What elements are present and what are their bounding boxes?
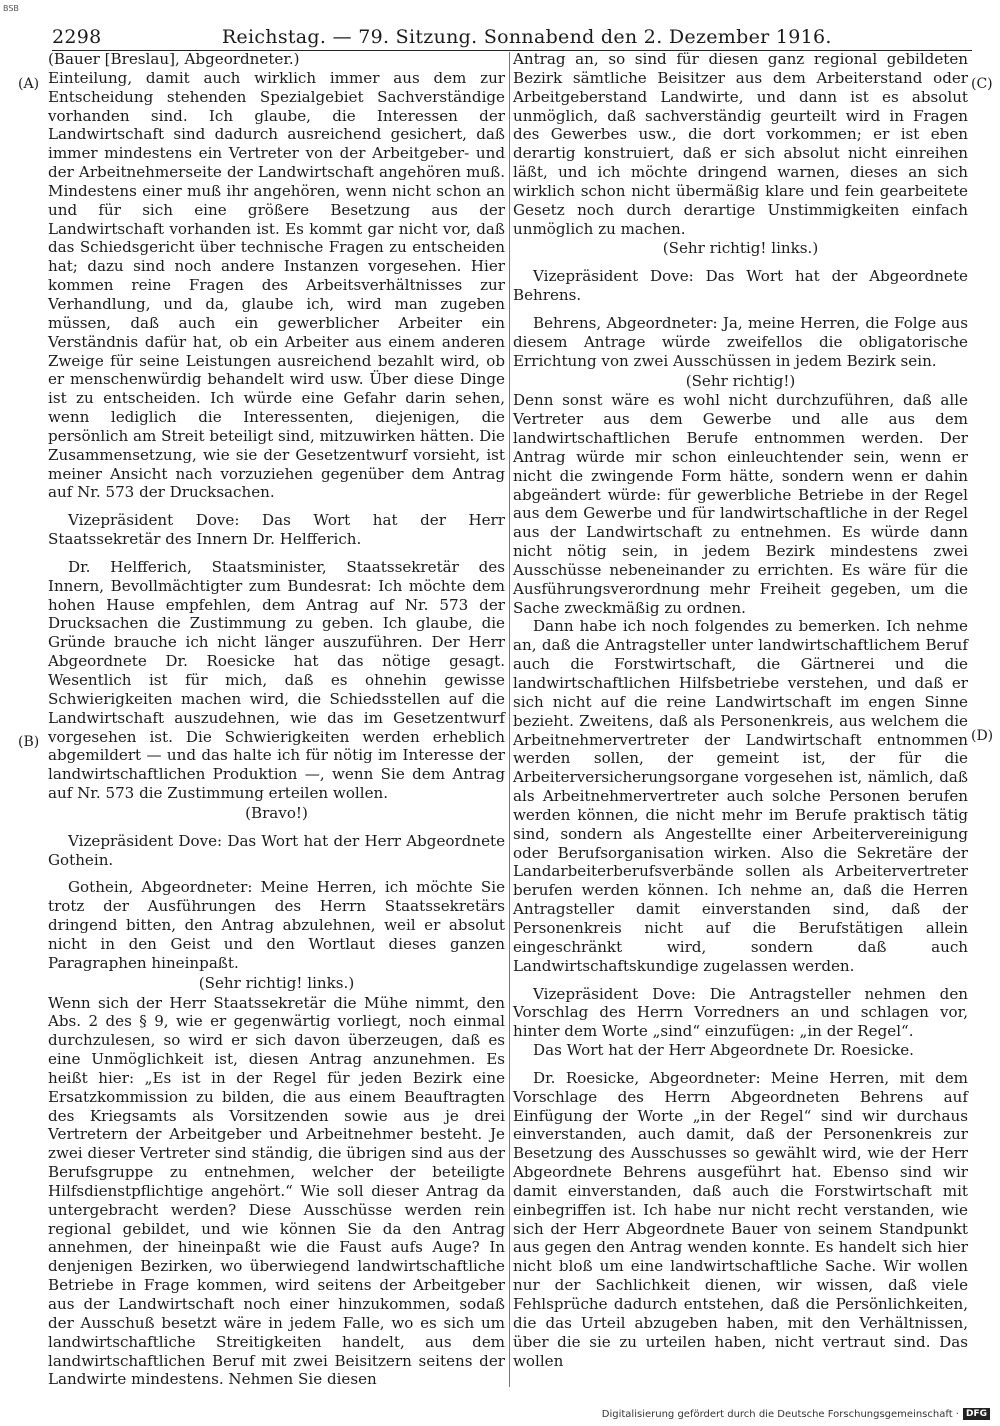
digitization-footer <box>602 1408 990 1420</box>
margin-mark-b: (B) <box>18 734 40 750</box>
gothein-speech-cont: Antrag an, so sind für diesen ganz regional gebildeten Bezirk sämtliche Beisitzer aus dem Arbeiterstand oder Arbeitgeberstand Landwirte, und dann ist es absolut unmöglich, daß sachverständig geurteilt wird in Fragen des Gewerbes usw., die dort vorkommen; er ist eben derartig konstruiert, daß er sich absolut nicht einreihen läßt, und ich möchte dringend warnen, dieses an sich wirklich schon nicht übermäßig klare und fein gearbeitete Gesetz noch durch derartige Unstimmigkeiten einfach unmöglich zu machen. <box>513 50 968 238</box>
column-divider <box>509 52 510 1387</box>
left-column <box>48 50 505 1389</box>
vizepraesident-dove-4b: Das Wort hat der Herr Abgeordnete Dr. Roesicke. <box>533 1041 914 1060</box>
interjection-sehr-richtig-links-2: (Sehr richtig! links.) <box>662 239 819 258</box>
behrens-speech: Behrens, Abgeordneter: Ja, meine Herren, die Folge aus diesem Antrage würde zweifellos die obligatorische Errichtung von zwei Ausschüssen in jedem Bezirk sein. <box>513 313 968 370</box>
page-header <box>52 20 972 51</box>
behrens-speech-2: Denn sonst wäre es wohl nicht durchzuführen, daß alle Vertreter aus dem Gewerbe und alle aus dem landwirtschaftlichen Berufe entnommen werden. Der Antrag würde mir schon einleuchtender sein, wenn er nicht die zwingende Form hätte, sondern wenn er dahin abgeändert würde: für gewerbliche Betriebe in der Regel aus dem Gewerbe und für landwirtschaftliche in der Regel aus der Landwirtschaft zu entnehmen. Es würde dann nicht nötig sein, in jedem Bezirk mindestens zwei Ausschüsse nebeneinander zu errichten. Es wäre für die Ausführungsverordnung mehr Freiheit gegeben, um die Sache zweckmäßig zu ordnen. <box>513 391 968 617</box>
vizepraesident-dove-3: Vizepräsident Dove: Das Wort hat der Abgeordnete Behrens. <box>513 267 968 305</box>
margin-mark-c: (C) <box>971 76 993 92</box>
interjection-sehr-richtig: (Sehr richtig!) <box>685 371 796 390</box>
vizepraesident-dove-4: Vizepräsident Dove: Die Antragsteller nehmen den Vorschlag des Herrn Vorredners an und schlagen vor, hinter dem Worte „sind“ einzufügen: „in der Regel“. <box>513 984 968 1041</box>
page-number: 2298 <box>52 26 102 48</box>
helfferich-speech: Dr. Helfferich, Staatsminister, Staatssekretär des Innern, Bevollmächtigter zum Bundesrat: Ich möchte dem hohen Hause empfehlen, dem Antrag auf Nr. 573 der Drucksachen die Zustimmung zu geben. Ich glaube, die Gründe brauche ich nicht länger auszuführen. Der Herr Abgeordnete Dr. Roesicke hat das nötige gesagt. Wesentlich ist für mich, daß es ohnehin gewisse Schwierigkeiten machen wird, die Schiedsstellen auf die Landwirtschaft auszudehnen, wie das im Gesetzentwurf vorgesehen ist. Die Schwierigkeiten werden erheblich abgemildert — und das halte ich für nötig im Interesse der landwirtschaftlichen Produktion —, wenn Sie dem Antrag auf Nr. 573 die Zustimmung erteilen wollen. <box>48 557 505 803</box>
right-column <box>513 50 968 1370</box>
running-head: (Bauer [Breslau], Abgeordneter.) <box>48 50 300 68</box>
dfg-logo: DFG <box>963 1408 990 1420</box>
margin-mark-a: (A) <box>18 76 40 92</box>
gothein-speech-2: Wenn sich der Herr Staatssekretär die Mühe nimmt, den Abs. 2 des § 9, wie er gegenwärtig vorliegt, noch einmal durchzulesen, so wird er sich davon überzeugen, daß es eine Unmöglichkeit ist, diesen Antrag anzunehmen. Es heißt hier: „Es ist in der Regel für jeden Bezirk eine Ersatzkommission zu bilden, die aus einem Beauftragten des Kriegsamts als Vorsitzenden sowie aus je drei Vertretern der Arbeitgeber und Arbeitnehmer besteht. Je zwei dieser Vertreter sind ständig, die übrigen sind aus der Berufsgruppe zu entnehmen, welcher der beteiligte Hilfsdienstpflichtige angehört.“ Wie soll dieser Antrag da untergebracht werden? Diese Ausschüsse werden rein regional gebildet, und wie können Sie da den Antrag annehmen, der hineinpaßt wie die Faust aufs Auge? In denjenigen Bezirken, wo überwiegend landwirtschaftliche Betriebe in Frage kommen, wird seitens der Arbeitgeber aus der Landwirtschaft noch einer hinzukommen, sodaß der Ausschuß besetzt wäre in jedem Falle, wo es sich um landwirtschaftliche Streitigkeiten handelt, aus dem landwirtschaftlichen Beruf mit zwei Beisitzern seitens der Landwirte mindestens. Nehmen Sie diesen <box>48 993 505 1389</box>
margin-mark-d: (D) <box>971 728 994 744</box>
interjection-sehr-richtig-links-1: (Sehr richtig! links.) <box>198 973 355 992</box>
roesicke-speech: Dr. Roesicke, Abgeordneter: Meine Herren, mit dem Vorschlage des Herrn Abgeordneten Behrens auf Einfügung der Worte „in der Regel“ sind wir durchaus einverstanden, auch damit, daß der Personenkreis zur Besetzung des Ausschusses so gewählt wird, wie der Herr Abgeordnete Behrens ausgeführt hat. Ebenso sind wir damit einverstanden, daß auch die Forstwirtschaft mit einbegriffen ist. Ich habe nur nicht recht verstanden, wie sich der Herr Abgeordnete Bauer von seinem Standpunkt aus gegen den Antrag wenden konnte. Es handelt sich hier nicht bloß um eine landwirtschaftliche Sache. Wir wollen nur der Sachlichkeit dienen, wir wissen, daß viele Fehlsprüche dadurch entstehen, daß die Persönlichkeiten, die das Urteil abzugeben haben, mit den Verhältnissen, über die sie zu urteilen haben, nicht vertraut sind. Das wollen <box>513 1068 968 1370</box>
vizepraesident-dove-2: Vizepräsident Dove: Das Wort hat der Herr Abgeordnete Gothein. <box>48 831 505 869</box>
behrens-speech-3: Dann habe ich noch folgendes zu bemerken. Ich nehme an, daß die Antragsteller unter landwirtschaftlichem Beruf auch die Forstwirtschaft, die Gärtnerei und die landwirtschaftlichen Hilfsbetriebe verstehen, und daß er sich nicht auf die reine Landwirtschaft im engen Sinne bezieht. Zweitens, daß als Personenkreis, aus welchem die Arbeitnehmervertreter der Landwirtschaft entnommen werden sollen, der gemeint ist, der für die Arbeiterversicherungsorgane vorgesehen ist, nämlich, daß als Arbeitnehmervertreter auch solche Personen berufen werden können, die nicht mehr im Berufe praktisch tätig sind, sondern als Angestellte einer Arbeitervereinigung oder Berufsorganisation wirken. Also die Sekretäre der Landarbeiterberufsverbände sollen als Arbeitervertreter berufen werden können. Ich nehme an, daß die Herren Antragsteller damit einverstanden sind, daß der Personenkreis nicht auf die Berufstätigen allein eingeschränkt wird, sondern daß auch Landwirtschaftskundige zugelassen werden. <box>513 617 968 975</box>
footer-text: Digitalisierung gefördert durch die Deutsche Forschungsgemeinschaft · <box>601 1408 959 1420</box>
vizepraesident-dove-1: Vizepräsident Dove: Das Wort hat der Herr Staatssekretär des Innern Dr. Helfferich. <box>48 511 505 549</box>
interjection-bravo: (Bravo!) <box>245 803 308 822</box>
bauer-speech: Einteilung, damit auch wirklich immer aus dem zur Entscheidung stehenden Spezialgebiet Sachverständige vorhanden sind. Ich glaube, die Interessen der Landwirtschaft sind dadurch ausreichend gesichert, daß immer mindestens ein Vertreter von der Arbeitgeber- und der Arbeitnehmerseite der Landwirtschaft angehören muß. Mindestens einer muß ihr angehören, wenn nicht schon an und für sich eine größere Besetzung aus der Landwirtschaft vorhanden ist. Es kommt gar nicht vor, daß das Schiedsgericht über technische Fragen zu entscheiden hat; dazu sind noch andere Instanzen vorgesehen. Hier kommen reine Fragen des Arbeitsverhältnisses zur Verhandlung, und da, glaube ich, wird man zugeben müssen, daß auch ein gewerblicher Arbeiter ein Verständnis dafür hat, ob ein Arbeiter aus einem anderen Zweige für seine Leistungen ausreichend bezahlt wird, ob er menschenwürdig behandelt wird usw. Über diese Dinge ist zu entscheiden. Ich würde eine Gefahr darin sehen, wenn lediglich die Interessenten, diejenigen, die persönlich am Streit beteiligt sind, mitzuwirken hätten. Die Zusammensetzung, wie sie der Gesetzentwurf vorsieht, ist meiner Ansicht nach vorzuziehen gegenüber dem Antrag auf Nr. 573 der Drucksachen. <box>48 68 505 502</box>
library-watermark: BSB <box>3 4 19 13</box>
gothein-speech: Gothein, Abgeordneter: Meine Herren, ich möchte Sie trotz der Ausführungen des Herrn Staatssekretärs dringend bitten, den Antrag abzulehnen, weil er absolut nicht in den Geist und den Wortlaut dieses ganzen Paragraphen hineinpaßt. <box>48 878 505 972</box>
page-title: Reichstag. — 79. Sitzung. Sonnabend den 2. Dezember 1916. <box>221 26 832 48</box>
